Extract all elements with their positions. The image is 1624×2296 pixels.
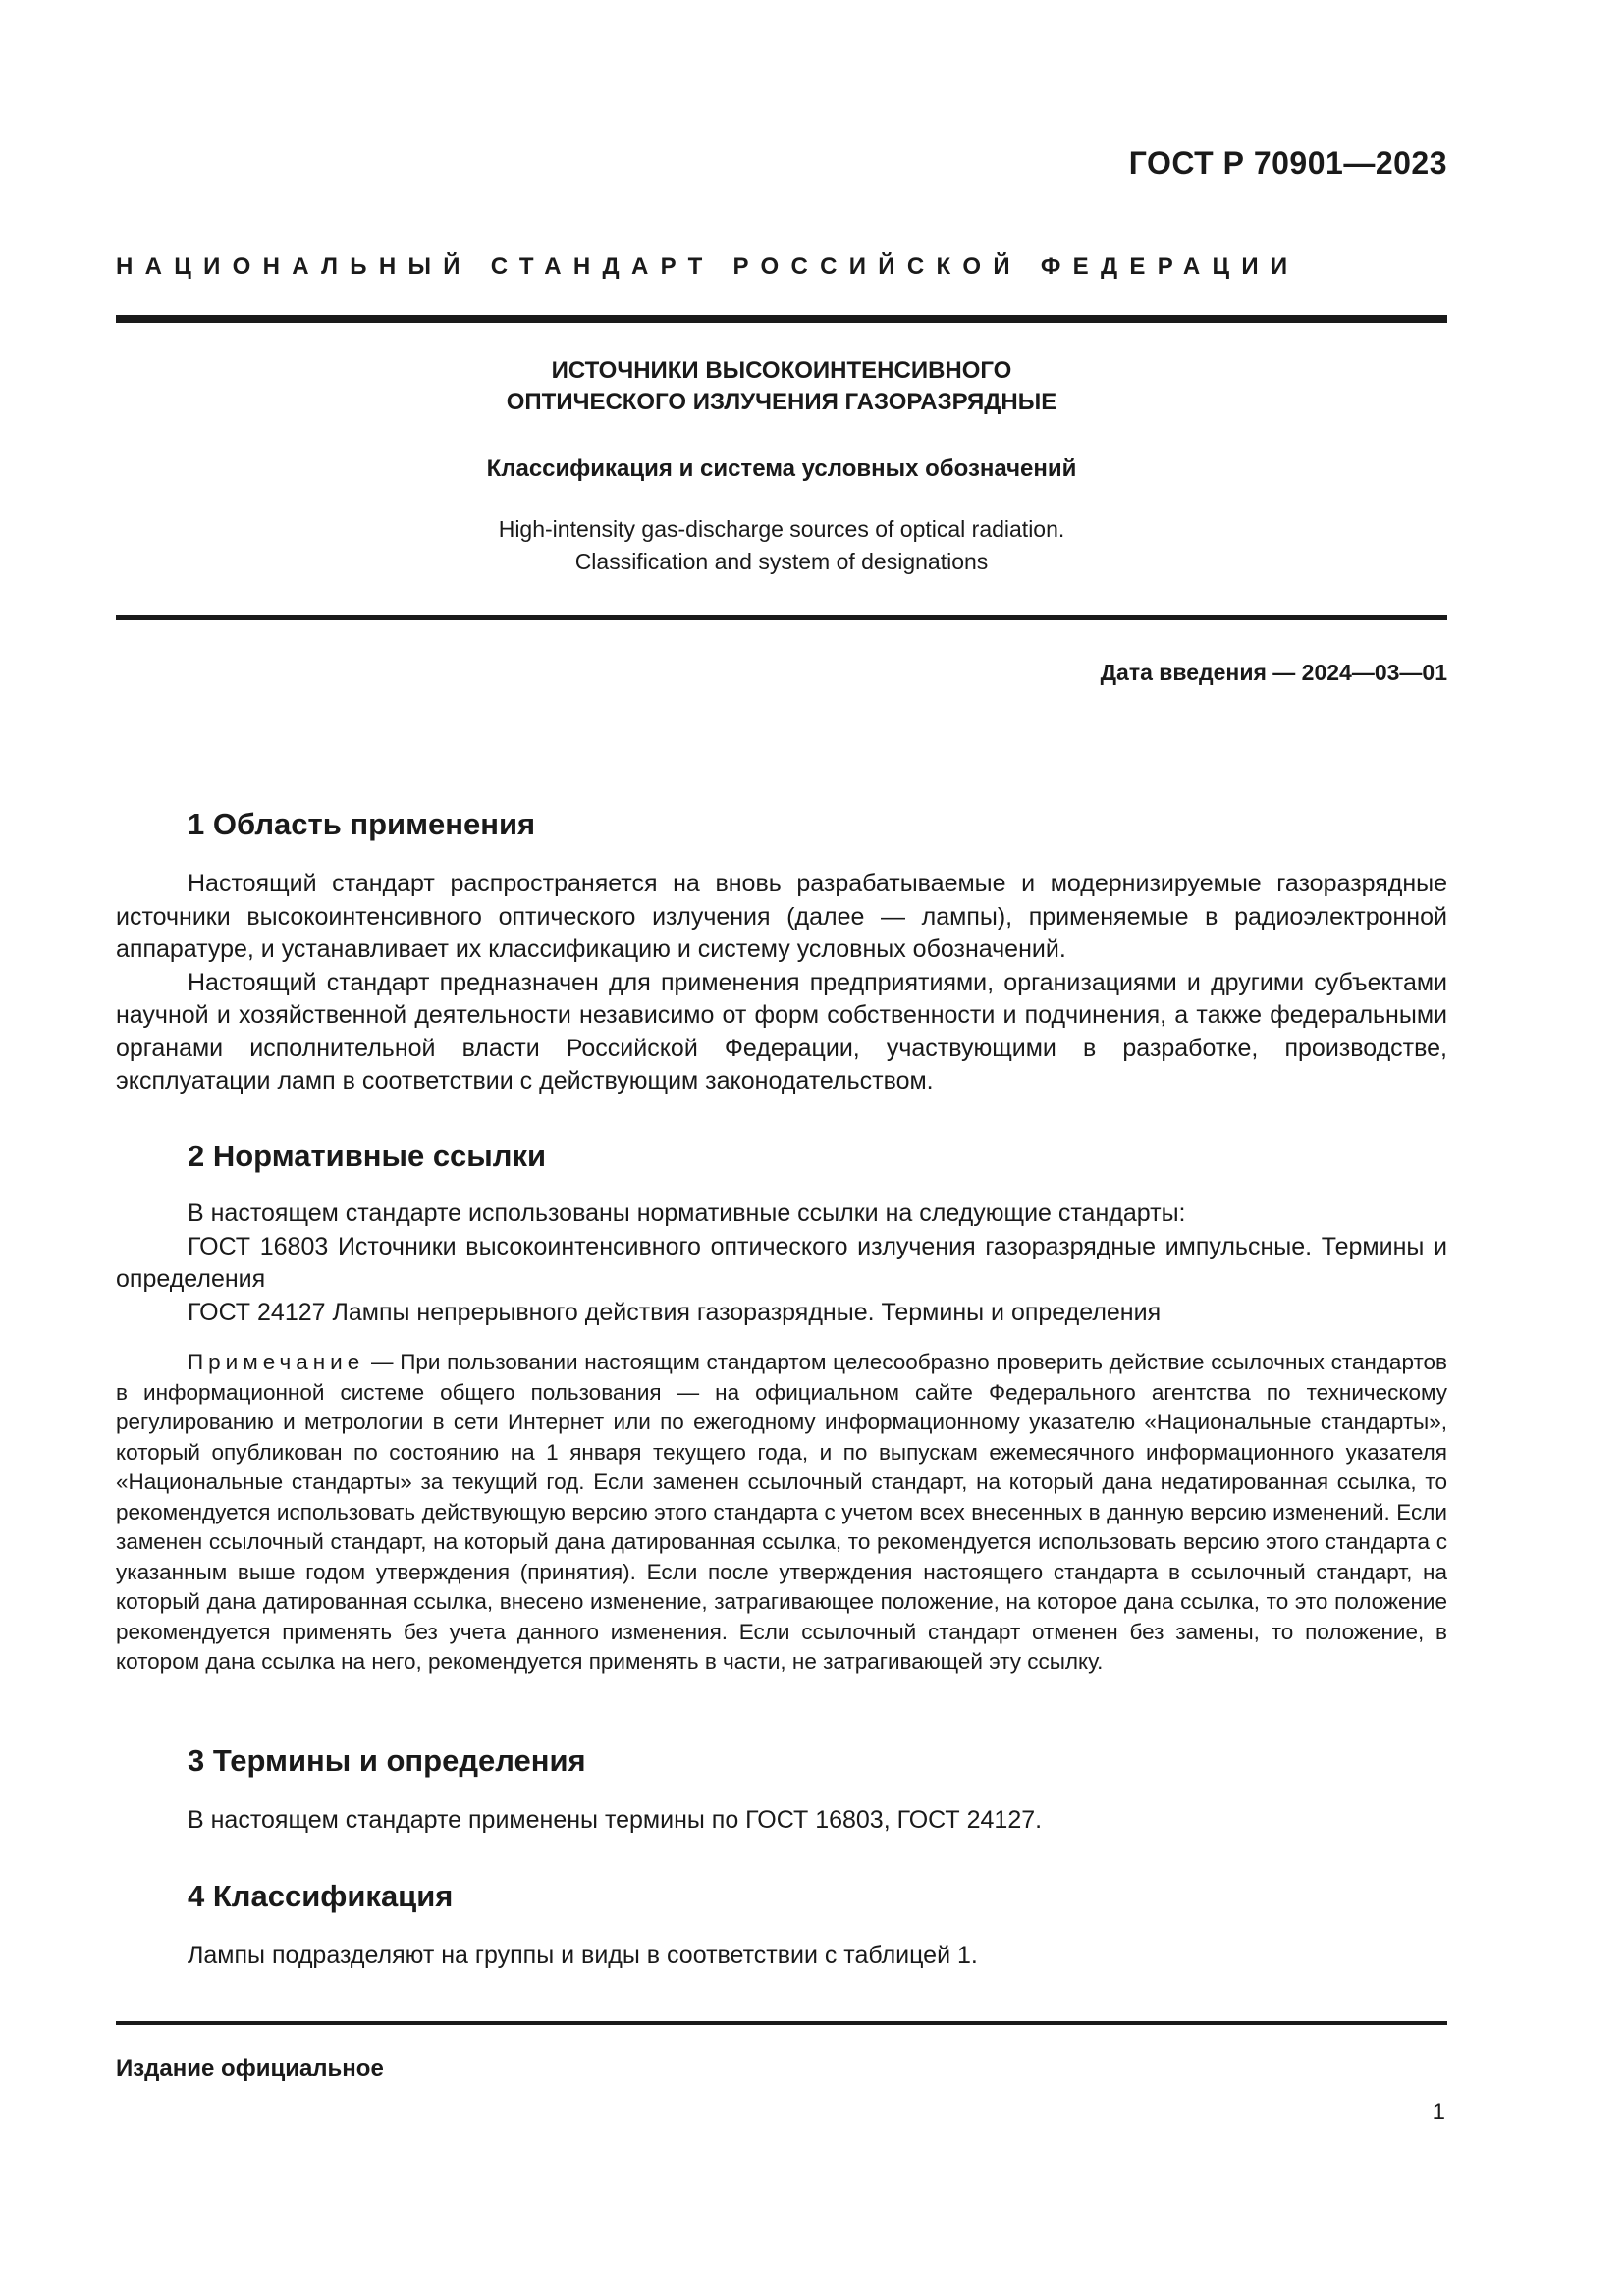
section-heading-normative-references: 2 Нормативные ссылки: [188, 1139, 547, 1173]
paragraph: Лампы подразделяют на группы и виды в соответствии с таблицей 1.: [188, 1942, 978, 1969]
top-rule: [116, 315, 1447, 323]
note-paragraph: [116, 1348, 1447, 1678]
footer-rule: [116, 2021, 1447, 2025]
section-heading-terms: 3 Термины и определения: [188, 1743, 586, 1778]
page-number: 1: [1432, 2099, 1445, 2125]
document-subtitle: Классификация и система условных обозначений: [486, 455, 1077, 482]
national-standard-title: НАЦИОНАЛЬНЫЙ СТАНДАРТ РОССИЙСКОЙ ФЕДЕРАЦИИ: [116, 253, 1300, 280]
document-title: [116, 355, 1447, 418]
document-title-line2: ОПТИЧЕСКОГО ИЗЛУЧЕНИЯ ГАЗОРАЗРЯДНЫЕ: [506, 389, 1057, 415]
document-title-line1: ИСТОЧНИКИ ВЫСОКОИНТЕНСИВНОГО: [551, 357, 1012, 384]
reference-gost-16803: ГОСТ 16803 Источники высокоинтенсивного оптического излучения газоразрядные импульсные. Термины и определения: [116, 1232, 1447, 1293]
paragraph: Настоящий стандарт предназначен для применения предприятиями, организациями и другими субъектами научной и хозяйственной деятельности независимо от форм собственности и подчинения, а также федеральными органами исполнительной власти Российской Федерации, участвующими в разработке, производстве, эксплуатации ламп в соответствии с действующим законодательством.: [116, 968, 1447, 1095]
introduction-date: Дата введения — 2024—03—01: [1100, 660, 1447, 685]
english-title-line2: Classification and system of designations: [574, 549, 989, 574]
english-title-line1: High-intensity gas-discharge sources of optical radiation.: [498, 516, 1065, 542]
note-text: — При пользовании настоящим стандартом целесообразно проверить действие ссылочных стандартов в информационной системе общего пользования — на официальном сайте Федерального агентства по техническому регулированию и метрологии в сети Интернет или по ежегодному информационному указателю «Национальные стандарты», который опубликован по состоянию на 1 января текущего года, и по выпускам ежемесячного информационного указателя «Национальные стандарты» за текущий год. Если заменен ссылочный стандарт, на который дана недатированная ссылка, то рекомендуется использовать действующую версию этого стандарта с учетом всех внесенных в данную версию изменений. Если заменен ссылочный стандарт, на который дана датированная ссылка, то рекомендуется использовать версию этого стандарта с указанным выше годом утверждения (принятия). Если после утверждения настоящего стандарта в ссылочный стандарт, на который дана датированная ссылка, внесено изменение, затрагивающее положение, на которое дана ссылка, то это положение рекомендуется применять без учета данного изменения. Если ссылочный стандарт отменен без замены, то положение, в котором дана ссылка на него, рекомендуется применять в части, не затрагивающей эту ссылку.: [116, 1350, 1447, 1674]
title-bottom-rule: [116, 615, 1447, 620]
reference-gost-24127: ГОСТ 24127 Лампы непрерывного действия газоразрядные. Термины и определения: [188, 1298, 1162, 1326]
paragraph: В настоящем стандарте использованы нормативные ссылки на следующие стандарты:: [188, 1200, 1186, 1227]
note-block: [116, 1348, 1447, 1678]
paragraph: В настоящем стандарте применены термины по ГОСТ 16803, ГОСТ 24127.: [188, 1806, 1043, 1834]
note-label: Примечание: [188, 1350, 365, 1374]
gost-number: ГОСТ Р 70901—2023: [1128, 145, 1447, 181]
section-body-scope: [116, 868, 1447, 1098]
section-heading-classification: 4 Классификация: [188, 1879, 454, 1913]
section-body-terms: [116, 1804, 1447, 1838]
paragraph: Настоящий стандарт распространяется на вновь разрабатываемые и модернизируемые газоразрядные источники высокоинтенсивного оптического излучения (далее — лампы), применяемые в радиоэлектронной аппаратуре, и устанавливает их классификацию и систему условных обозначений.: [116, 870, 1447, 963]
section-heading-scope: 1 Область применения: [188, 807, 536, 841]
section-body-classification: [116, 1940, 1447, 1973]
section-body-normative-references: [116, 1198, 1447, 1329]
edition-label: Издание официальное: [116, 2056, 384, 2082]
english-title: [116, 513, 1447, 578]
